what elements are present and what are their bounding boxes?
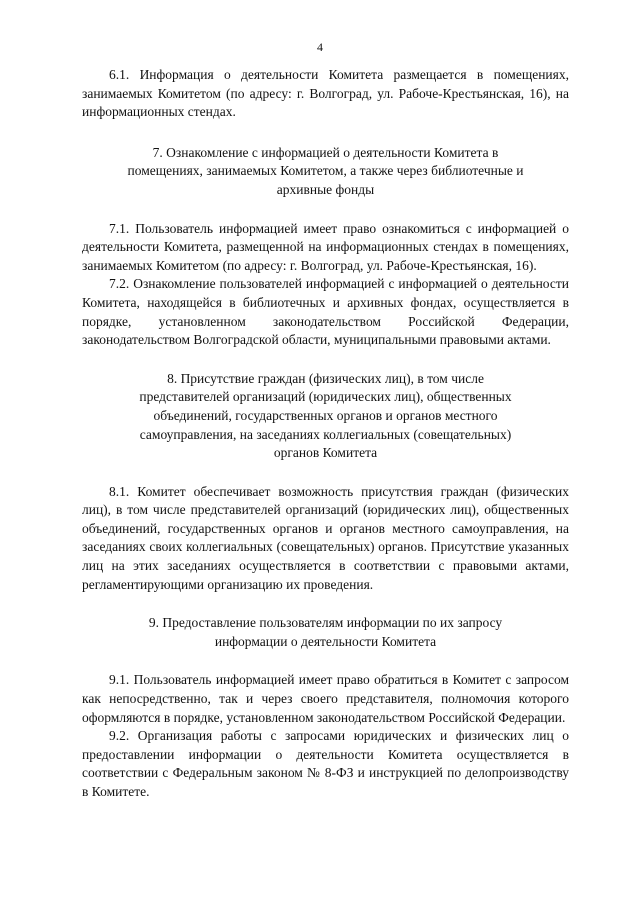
- section-heading-9: 9. Предоставление пользователям информации по их запросу информации о деятельности Комитета: [148, 615, 503, 649]
- document-body: [82, 66, 569, 802]
- paragraph-7-2: 7.2. Ознакомление пользователей информацией с информацией о деятельности Комитета, находящейся в библиотечных и архивных фондах, осуществляется в порядке, установленном законодательством Российской Федерации, законодательством Волгоградской области, муниципальными правовыми актами.: [82, 276, 569, 348]
- paragraph-9-1: 9.1. Пользователь информацией имеет право обратиться в Комитет с запросом как непосредственно, так и через своего представителя, полномочия которого оформляются в порядке, установленном законодательством Российской Федерации.: [82, 672, 569, 725]
- page-number: 4: [317, 40, 323, 54]
- paragraph-6-1: 6.1. Информация о деятельности Комитета размещается в помещениях, занимаемых Комитетом (по адресу: г. Волгоград, ул. Рабоче-Крестьянская, 16), на информационных стендах.: [82, 67, 569, 120]
- paragraph-8-1: 8.1. Комитет обеспечивает возможность присутствия граждан (физических лиц), в том числе представителей организаций (юридических лиц), общественных объединений, государственных органов и органов местного самоуправления, на заседаниях своих коллегиальных (совещательных) органов. Присутствие указанных лиц на этих заседаниях осуществляется в соответствии с правовыми актами, регламентирующими организацию их проведения.: [82, 483, 569, 592]
- section-heading-7: 7. Ознакомление с информацией о деятельности Комитета в помещениях, занимаемых Комитетом, а также через библиотечные и архивные фонды: [127, 144, 524, 197]
- paragraph-9-2: 9.2. Организация работы с запросами юридических и физических лиц о предоставлении информации о деятельности Комитета осуществляется в соответствии с Федеральным законом № 8-ФЗ и инструкцией по делопроизводству в Комитете.: [82, 728, 569, 799]
- paragraph-7-1: 7.1. Пользователь информацией имеет право ознакомиться с информацией о деятельности Комитета, размещенной на информационных стендах в помещениях, занимаемых Комитетом (по адресу: г. Волгоград, ул. Рабоче-Крестьянская, 16).: [82, 220, 569, 273]
- section-heading-8: 8. Присутствие граждан (физических лиц), в том числе представителей организаций (юридических лиц), общественных объединений, государственных органов и органов местного самоуправления, на заседаниях коллегиальных (совещательных) органов Комитета: [139, 370, 512, 461]
